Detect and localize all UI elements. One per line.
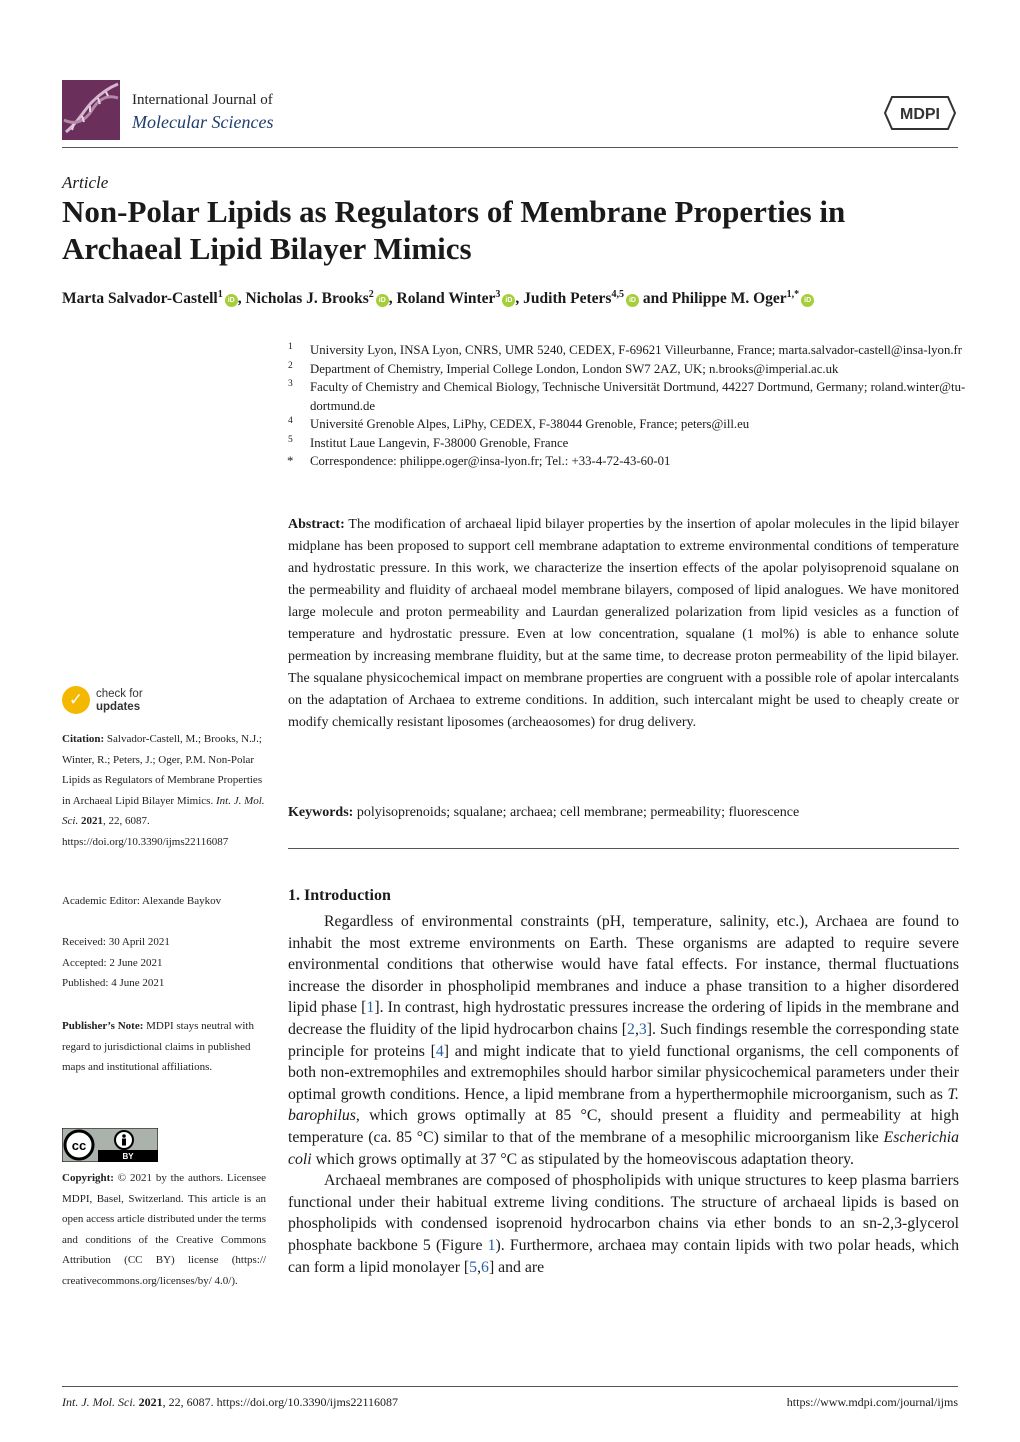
author-separator: and	[638, 290, 672, 308]
citation-block	[62, 729, 266, 853]
affiliation-text: Faculty of Chemistry and Chemical Biology, Technische Universität Dortmund, 44227 Dortmund, Germany; roland.winter@tu-dortmund.de	[310, 380, 966, 413]
affiliation-item	[288, 341, 968, 360]
body-text: ] and are	[488, 1258, 545, 1276]
accepted-date: Accepted: 2 June 2021	[62, 957, 163, 969]
body-text: Regardless of environmental constraints (pH, temperature, salinity, etc.), Archaea are found to inhabit the most extreme environments on Earth. These organisms are adapted to require severe environmental conditions that otherwise would have fatal effects. For instance, thermal fluctuations increase the disorder in phospholipid membranes and induce a phase transition to a higher disordered lipid phase [	[288, 913, 959, 1017]
author-affiliation-mark: 1,*	[786, 289, 800, 300]
author-name[interactable]: Nicholas J. Brooks	[245, 290, 369, 308]
orcid-icon[interactable]: iD	[801, 294, 814, 307]
orcid-icon[interactable]: iD	[626, 294, 639, 307]
cc-by-license-badge[interactable]	[62, 1128, 158, 1162]
author-affiliation-mark: 2	[368, 289, 374, 300]
abstract-divider	[288, 848, 959, 849]
author-affiliation-mark: 1	[217, 289, 223, 300]
journal-name-line1: International Journal of	[132, 92, 273, 108]
author-list	[62, 289, 962, 308]
author-separator: ,	[237, 290, 246, 308]
affiliation-number: 4	[288, 416, 293, 426]
footer-journal: Int. J. Mol. Sci.	[62, 1395, 136, 1409]
body-text: ]. Such findings resemble the corresponding state principle for proteins [	[288, 1020, 959, 1060]
orcid-icon[interactable]: iD	[502, 294, 515, 307]
reference-link[interactable]: 1	[366, 999, 375, 1017]
publisher-name: MDPI	[900, 106, 940, 123]
copyright-notice	[62, 1168, 266, 1292]
footer-journal-url[interactable]: https://www.mdpi.com/journal/ijms	[786, 1395, 958, 1409]
body-paragraph	[288, 1170, 959, 1278]
author-separator: ,	[515, 290, 524, 308]
author-affiliation-mark: 3	[495, 289, 501, 300]
dna-helix-icon	[62, 80, 120, 140]
footer-citation	[62, 1395, 398, 1410]
affiliation-number: 2	[288, 360, 293, 371]
citation-text: Salvador-Castell, M.; Brooks, N.J.; Winter, R.; Peters, J.; Oger, P.M. Non-Polar Lipids as Regulators of Membrane Properties in Archaeal Lipid Bilayer Mimics.	[62, 733, 263, 807]
check-for-updates-button[interactable]	[62, 686, 182, 718]
abstract	[288, 514, 959, 734]
affiliation-number: 1	[288, 342, 293, 352]
keywords	[288, 802, 959, 824]
figure-link[interactable]: 1	[487, 1236, 496, 1254]
check-updates-line1: check for	[96, 688, 143, 700]
abstract-text: The modification of archaeal lipid bilayer properties by the insertion of apolar molecules in the lipid bilayer midplane has been proposed to support cell membrane adaptation to extreme environmental conditions of temperature and hydrostatic pressure. In this work, we characterize the insertion effects of the apolar polyisoprenoid squalane on the permeability and fluidity of archaeal model membrane bilayers, composed of lipid analogues. We have monitored large molecule and proton permeability and Laurdan generalized polarization from lipid vesicles as a function of temperature and hydrostatic pressure. Even at low concentration, squalane (1 mol%) is able to enhance solute permeation by increasing membrane fluidity, but at the same time, to decrease proton permeability of the lipid bilayer. The squalane physicochemical impact on membrane properties are congruent with a possible role of apolar intercalants on the adaptation of Archaea to extreme conditions. In addition, such intercalant might be used to cheaply create or modify chemically resistant liposomes (archeaosomes) for drug delivery.	[288, 517, 959, 730]
affiliations	[288, 341, 968, 471]
correspondence-item	[288, 452, 968, 471]
author-affiliation-mark: 4,5	[611, 289, 624, 300]
copyright-label: Copyright:	[62, 1172, 114, 1184]
published-date: Published: 4 June 2021	[62, 977, 165, 989]
check-updates-line2: updates	[96, 701, 141, 713]
cc-badge-label: BY	[122, 1152, 134, 1161]
publisher-note	[62, 1016, 266, 1078]
keywords-label: Keywords:	[288, 805, 354, 820]
affiliation-item	[288, 360, 968, 379]
footer-year: 2021	[138, 1395, 163, 1409]
body-paragraph	[288, 911, 959, 1170]
reference-link[interactable]: 6	[481, 1258, 489, 1276]
check-updates-icon: ✓	[62, 686, 90, 714]
keywords-text: polyisoprenoids; squalane; archaea; cell membrane; permeability; fluorescence	[353, 805, 800, 820]
introduction-body	[288, 911, 959, 1278]
publisher-note-text: MDPI stays neutral with regard to jurisdictional claims in published maps and institutional affiliations.	[62, 1020, 254, 1074]
svg-text:cc: cc	[71, 1138, 87, 1153]
author-name[interactable]: Judith Peters	[523, 290, 612, 308]
author-name[interactable]: Philippe M. Oger	[671, 290, 787, 308]
footer-divider	[62, 1386, 958, 1387]
correspondence-text: Correspondence: philippe.oger@insa-lyon.fr; Tel.: +33-4-72-43-60-01	[310, 454, 671, 468]
citation-doi[interactable]: , 22, 6087. https://doi.org/10.3390/ijms22116087	[62, 815, 229, 848]
body-text: ] and might indicate that to yield functional organisms, the cell components of both non-extremophiles and extremophiles should harbor similar physicochemical parameters under their optimal growth conditions. Hence, a lipid membrane from a hyperthermophile microorganism, such as	[288, 1042, 959, 1103]
publisher-note-label: Publisher’s Note:	[62, 1020, 144, 1032]
received-date: Received: 30 April 2021	[62, 936, 170, 948]
orcid-icon[interactable]: iD	[225, 294, 238, 307]
header-divider	[62, 147, 958, 148]
body-text: which grows optimally at 37 °C as stipulated by the homeoviscous adaptation theory.	[311, 1150, 854, 1168]
affiliation-text: Department of Chemistry, Imperial College London, London SW7 2AZ, UK; n.brooks@imperial.ac.uk	[310, 361, 839, 376]
affiliation-item	[288, 378, 968, 415]
citation-year: 2021	[80, 815, 103, 828]
reference-link[interactable]: 4	[435, 1042, 444, 1060]
reference-link[interactable]: 5	[469, 1258, 478, 1276]
affiliation-text: Université Grenoble Alpes, LiPhy, CEDEX, F-38044 Grenoble, France; peters@ill.eu	[310, 417, 750, 431]
author-name[interactable]: Roland Winter	[396, 290, 496, 308]
article-title: Non-Polar Lipids as Regulators of Membrane Properties in Archaeal Lipid Bilayer Mimics	[62, 194, 846, 266]
species-name: T. barophilus	[288, 1085, 959, 1125]
correspondence-mark: *	[287, 454, 294, 468]
affiliation-item	[288, 434, 968, 453]
body-text: Archaeal membranes are composed of phospholipids with unique structures to keep plasma barriers functional under their habitual extreme living conditions. The structure of archaeal lipids is based on phospholipids with condensed isoprenoid hydrocarbon chains via ether bonds to an sn-2,3-glycerol phosphate backbone 5 (Figure	[288, 1172, 959, 1254]
academic-editor: Academic Editor: Alexande Baykov	[62, 895, 222, 907]
body-text: ]. In contrast, high hydrostatic pressures increase the ordering of lipids in the membrane and decrease the fluidity of the lipid hydrocarbon chains [	[288, 999, 960, 1038]
affiliation-number: 5	[288, 434, 293, 445]
author-separator: ,	[388, 290, 397, 308]
section-heading-introduction: 1. Introduction	[288, 887, 391, 904]
publisher-logo[interactable]	[884, 96, 956, 130]
orcid-icon[interactable]: iD	[376, 294, 389, 307]
footer-doi[interactable]: , 22, 6087. https://doi.org/10.3390/ijms22116087	[162, 1395, 399, 1409]
copyright-text: © 2021 by the authors. Licensee MDPI, Basel, Switzerland. This article is an open access article distributed under the terms and conditions of the Creative Commons Attribution (CC BY) license (https:// creativecommons.org/licenses/by/ 4.0/).	[62, 1172, 266, 1287]
species-name: Escherichia coli	[288, 1128, 959, 1168]
body-text: ). Furthermore, archaea may contain lipids with two polar heads, which can form a lipid monolayer [	[288, 1236, 959, 1276]
affiliation-item	[288, 415, 968, 434]
affiliation-number: 3	[288, 379, 293, 389]
citation-journal: Int. J. Mol. Sci.	[62, 794, 265, 828]
reference-link[interactable]: 3	[638, 1020, 647, 1038]
reference-link[interactable]: 2	[627, 1020, 635, 1038]
journal-name-line2: Molecular Sciences	[132, 112, 274, 132]
journal-logo	[62, 80, 120, 140]
body-text: ,	[477, 1258, 482, 1276]
body-text: , which grows optimally at 85 °C, should present a fluidity and permeability at high temperature (ca. 85 °C) similar to that of the membrane of a mesophilic microorganism like	[288, 1107, 959, 1146]
affiliation-text: Institut Laue Langevin, F-38000 Grenoble, France	[310, 435, 569, 450]
abstract-label: Abstract:	[288, 517, 345, 532]
author-name[interactable]: Marta Salvador-Castell	[62, 290, 218, 308]
body-text: ,	[634, 1020, 639, 1038]
citation-label: Citation:	[62, 733, 105, 745]
article-type: Article	[62, 173, 109, 192]
affiliation-text: University Lyon, INSA Lyon, CNRS, UMR 5240, CEDEX, F-69621 Villeurbanne, France; marta.salvador-castell@insa-lyon.fr	[310, 343, 963, 357]
